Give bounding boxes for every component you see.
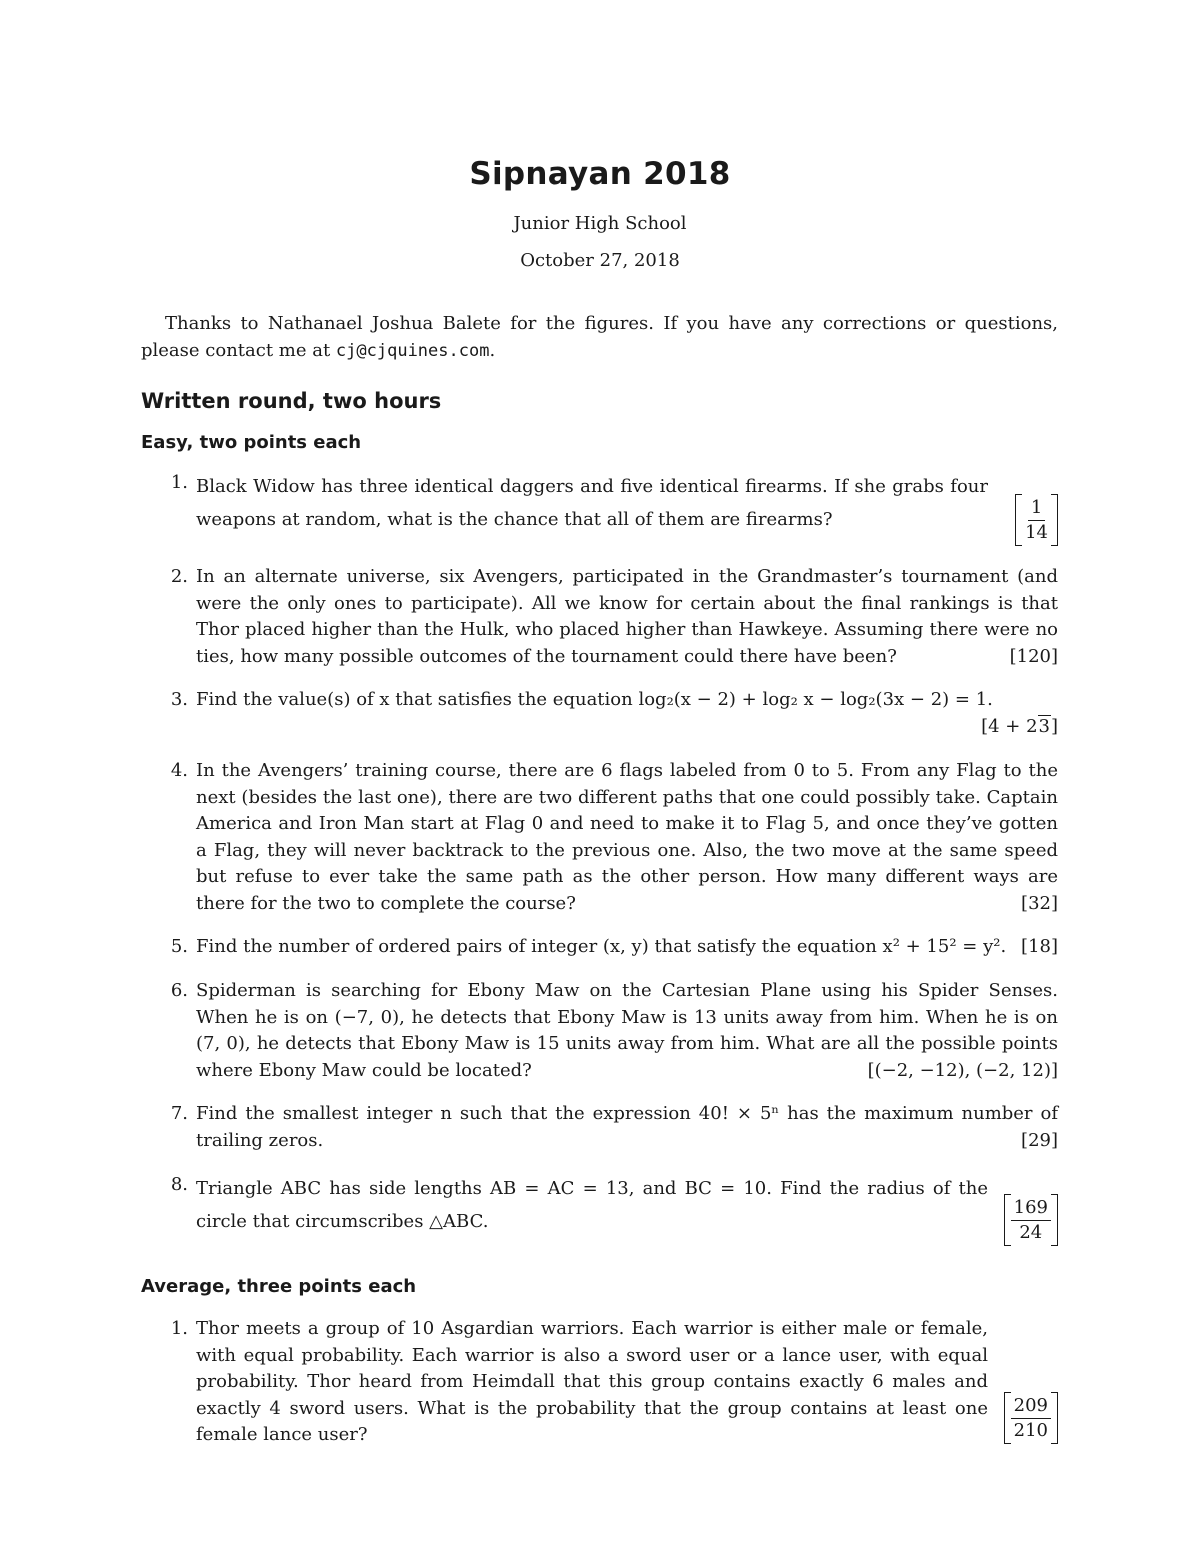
- intro-end: .: [489, 340, 496, 361]
- problem-text: Black Widow has three identical daggers and five identical firearms. If she grabs four weapons at random, what is the chance that all of them are firearms?: [196, 476, 988, 530]
- problem-text: Thor meets a group of 10 Asgardian warriors. Each warrior is either male or female, with equal probability. Each warrior is also a sword user or a lance user, with equal probability. Thor heard from Heimdall that this group contains exactly 6 males and exactly 4 sword users. What is the probability that the group contains at least one female lance user?: [196, 1318, 988, 1445]
- problem-text: In an alternate universe, six Avengers, participated in the Grandmaster’s tournament (and were the only ones to participate). All we know for certain about the final rankings is that Thor placed higher than the Hulk, who placed higher than Hawkeye. Assuming there were no ties, how many possible outcomes of the tournament could there have been?: [196, 566, 1058, 667]
- problem-easy-1: [170, 470, 1058, 543]
- problem-number: 5.: [170, 936, 188, 957]
- problem-number: 2.: [170, 566, 188, 587]
- section-heading: Written round, two hours: [141, 389, 442, 413]
- problem-easy-8: [170, 1172, 1058, 1243]
- answer: [29]: [1021, 1129, 1058, 1151]
- problem-text: In the Avengers’ training course, there are 6 flags labeled from 0 to 5. From any Flag to the next (besides the last one), there are two different paths that one could possibly take. Captain America and Iron Man start at Flag 0 and need to make it to Flag 5, and once they’ve gotten a Flag, they will never backtrack to the previous one. Also, the two move at the same speed but refuse to ever take the same path as the other person. How many different ways are there for the two to complete the course?: [196, 760, 1058, 914]
- page-title: Sipnayan 2018: [469, 156, 731, 192]
- school-level: Junior High School: [513, 213, 687, 234]
- answer: [1015, 494, 1058, 555]
- easy-heading: Easy, two points each: [141, 432, 362, 453]
- problem-easy-7: [170, 1101, 1058, 1154]
- problem-number: 1.: [170, 472, 188, 493]
- problem-number: 1.: [170, 1318, 188, 1339]
- answer-denominator: 24: [1019, 1221, 1043, 1243]
- average-heading: Average, three points each: [141, 1276, 417, 1297]
- answer: [1004, 1194, 1058, 1255]
- problem-easy-6: [170, 978, 1058, 1084]
- answer-numerator: 169: [1011, 1196, 1051, 1221]
- problem-easy-4: [170, 758, 1058, 917]
- answer: [120]: [1009, 645, 1058, 667]
- answer-radical: 3: [1038, 715, 1050, 737]
- answer: [18]: [1021, 936, 1058, 957]
- problem-easy-2: [170, 564, 1058, 670]
- answer-numerator: 209: [1011, 1394, 1051, 1419]
- problem-easy-3: [170, 687, 1058, 740]
- answer-numerator: 1: [1028, 496, 1045, 521]
- problem-easy-5: [170, 934, 1058, 961]
- problem-number: 8.: [170, 1174, 188, 1195]
- problem-number: 7.: [170, 1103, 188, 1124]
- problem-number: 4.: [170, 760, 188, 781]
- answer: [(−2, −12), (−2, 12)]: [867, 1059, 1058, 1081]
- answer: [196, 714, 1058, 741]
- intro-paragraph: [141, 310, 1058, 365]
- answer: [32]: [1021, 892, 1058, 914]
- intro-text: Thanks to Nathanael Joshua Balete for the figures. If you have any corrections or questions, please contact me at: [141, 313, 1058, 361]
- problem-number: 3.: [170, 689, 188, 710]
- problem-text: Find the number of ordered pairs of integer (x, y) that satisfy the equation x² + 15² = y².: [196, 936, 1007, 957]
- problem-average-1: [170, 1316, 1058, 1449]
- problem-text: Find the smallest integer n such that the expression 40! × 5ⁿ has the maximum number of trailing zeros.: [196, 1103, 1058, 1151]
- contact-email[interactable]: cj@cjquines.com: [335, 341, 490, 361]
- problem-text: Find the value(s) of x that satisfies the equation log₂(x − 2) + log₂ x − log₂(3x − 2) = 1.: [196, 689, 993, 710]
- exam-date: October 27, 2018: [520, 250, 680, 271]
- answer: [1004, 1392, 1058, 1453]
- problem-text: Triangle ABC has side lengths AB = AC = 13, and BC = 10. Find the radius of the circle that circumscribes △ABC.: [196, 1178, 988, 1232]
- answer-denominator: 210: [1013, 1419, 1048, 1441]
- answer-denominator: 14: [1025, 521, 1048, 543]
- problem-text: Spiderman is searching for Ebony Maw on the Cartesian Plane using his Spider Senses. When he is on (−7, 0), he detects that Ebony Maw is 13 units away from him. When he is on (7, 0), he detects that Ebony Maw is 15 units away from him. What are all the possible points where Ebony Maw could be located?: [196, 980, 1058, 1081]
- problem-number: 6.: [170, 980, 188, 1001]
- answer-prefix: [4 + 2: [981, 715, 1038, 737]
- answer-suffix: ]: [1050, 715, 1058, 737]
